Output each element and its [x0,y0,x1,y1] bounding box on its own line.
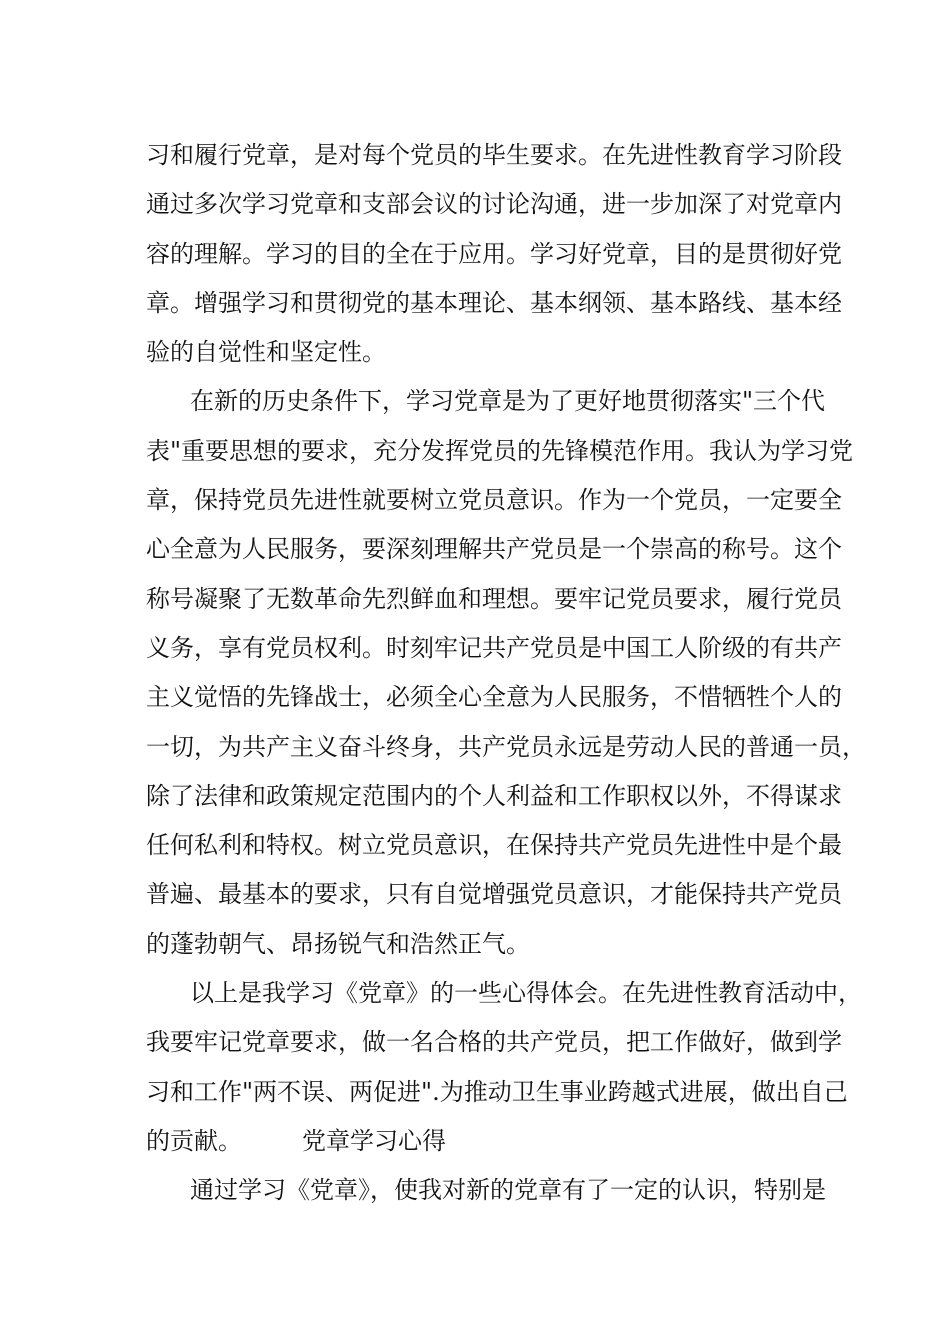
text-line: 除了法律和政策规定范围内的个人利益和工作职权以外，不得谋求 [146,781,842,810]
text-line-with-title [146,1117,826,1166]
section-title: 党章学习心得 [302,1126,446,1155]
text-line: 容的理解。学习的目的全在于应用。学习好党章，目的是贯彻好党 [146,239,842,268]
paragraph-first-line: 在新的历史条件下，学习党章是为了更好地贯彻落实"三个代 [190,387,826,416]
text-line: 验的自觉性和坚定性。 [146,338,386,367]
text-line: 习和工作"两不误、两促进".为推动卫生事业跨越式进展，做出自己 [146,1077,848,1106]
text-line: 义务，享有党员权利。时刻牢记共产党员是中国工人阶级的有共产 [146,633,842,662]
text-line: 主义觉悟的先锋战士，必须全心全意为人民服务，不惜牺牲个人的 [146,683,842,712]
text-line: 称号凝聚了无数革命先烈鲜血和理想。要牢记党员要求，履行党员 [146,584,842,613]
text-line: 的贡献。 [146,1126,242,1155]
text-line: 通过多次学习党章和支部会议的讨论沟通，进一步加深了对党章内 [146,190,842,219]
text-line: 任何私利和特权。树立党员意识，在保持共产党员先进性中是个最 [146,831,842,860]
text-line: 一切，为共产主义奋斗终身，共产党员永远是劳动人民的普通一员， [146,732,866,761]
text-line: 普遍、最基本的要求，只有自觉增强党员意识，才能保持共产党员 [146,880,842,909]
text-line: 表"重要思想的要求，充分发挥党员的先锋模范作用。我认为学习党 [146,436,854,465]
text-line: 心全意为人民服务，要深刻理解共产党员是一个崇高的称号。这个 [146,535,842,564]
text-line: 章。增强学习和贯彻党的基本理论、基本纲领、基本路线、基本经 [146,288,842,317]
text-line: 的蓬勃朝气、昂扬锐气和浩然正气。 [146,929,530,958]
paragraph-first-line: 以上是我学习《党章》的一些心得体会。在先进性教育活动中， [190,979,862,1008]
paragraph-first-line: 通过学习《党章》，使我对新的党章有了一定的认识，特别是 [190,1176,826,1205]
text-line: 习和履行党章，是对每个党员的毕生要求。在先进性教育学习阶段 [146,141,842,169]
text-line: 章，保持党员先进性就要树立党员意识。作为一个党员，一定要全 [146,486,842,515]
document-body [146,131,866,1216]
text-line: 我要牢记党章要求，做一名合格的共产党员，把工作做好，做到学 [146,1028,842,1057]
